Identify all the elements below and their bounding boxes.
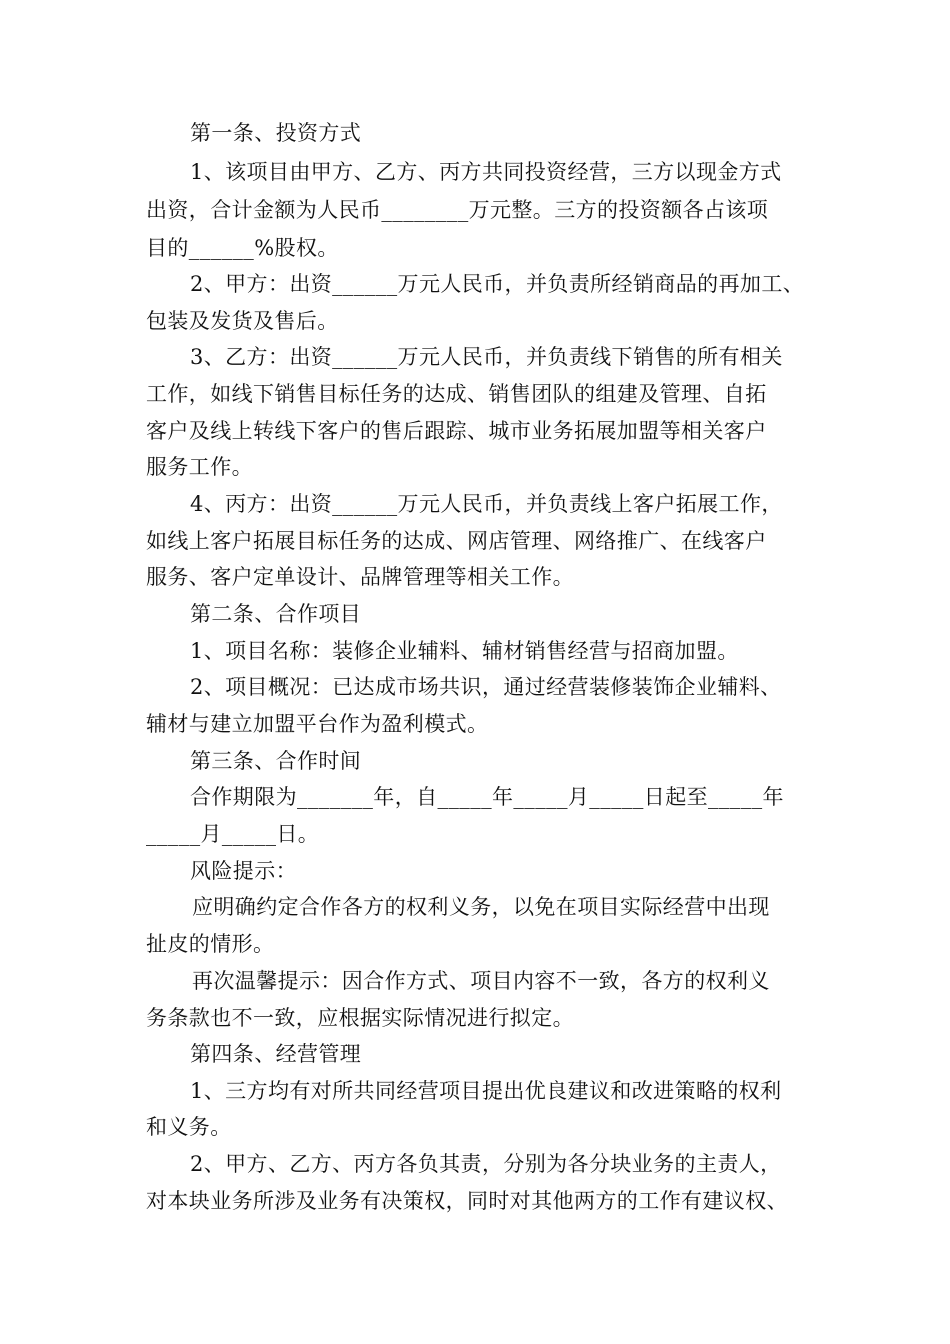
paragraph-line: 应明确约定合作各方的权利义务，以免在项目实际经营中出现: [192, 895, 770, 919]
article-1-heading: 第一条、投资方式: [190, 121, 362, 145]
paragraph-line: 扯皮的情形。: [146, 932, 275, 956]
paragraph-line: 2、甲方、乙方、丙方各负其责，分别为各分块业务的主责人，: [190, 1152, 782, 1176]
article-3-heading: 第三条、合作时间: [190, 749, 362, 773]
paragraph-line: 3、乙方：出资______万元人民币，并负责线下销售的所有相关: [190, 345, 783, 369]
paragraph-line: 目的______%股权。: [146, 236, 339, 260]
paragraph-line: 1、项目名称：装修企业辅料、辅材销售经营与招商加盟。: [190, 639, 739, 663]
paragraph-line: 1、该项目由甲方、乙方、丙方共同投资经营，三方以现金方式: [190, 160, 782, 184]
paragraph-line: 2、甲方：出资______万元人民币，并负责所经销商品的再加工、: [190, 272, 805, 296]
paragraph-line: 服务、客户定单设计、品牌管理等相关工作。: [146, 565, 574, 589]
paragraph-line: 包装及发货及售后。: [146, 309, 339, 333]
article-4-heading: 第四条、经营管理: [190, 1042, 362, 1066]
paragraph-line: 客户及线上转线下客户的售后跟踪、城市业务拓展加盟等相关客户: [146, 419, 767, 443]
paragraph-line: 工作，如线下销售目标任务的达成、销售团队的组建及管理、自拓: [146, 382, 767, 406]
paragraph-line: _____月_____日。: [146, 822, 320, 846]
paragraph-line: 4、丙方：出资______万元人民币，并负责线上客户拓展工作，: [190, 492, 783, 516]
paragraph-line: 务条款也不一致，应根据实际情况进行拟定。: [146, 1006, 574, 1030]
paragraph-line: 如线上客户拓展目标任务的达成、网店管理、网络推广、在线客户: [146, 529, 767, 553]
paragraph-line: 出资，合计金额为人民币________万元整。三方的投资额各占该项: [146, 198, 769, 222]
paragraph-line: 2、项目概况：已达成市场共识，通过经营装修装饰企业辅料、: [190, 675, 782, 699]
paragraph-line: 1、三方均有对所共同经营项目提出优良建议和改进策略的权利: [190, 1079, 782, 1103]
paragraph-line: 对本块业务所涉及业务有决策权，同时对其他两方的工作有建议权、: [146, 1189, 788, 1213]
paragraph-line: 辅材与建立加盟平台作为盈利模式。: [146, 712, 489, 736]
paragraph-line: 服务工作。: [146, 455, 253, 479]
risk-tip-heading: 风险提示：: [190, 859, 297, 883]
paragraph-line: 再次温馨提示：因合作方式、项目内容不一致，各方的权利义: [192, 969, 770, 993]
paragraph-line: 合作期限为_______年，自_____年_____月_____日起至_____年: [190, 785, 784, 809]
paragraph-line: 和义务。: [146, 1115, 232, 1139]
article-2-heading: 第二条、合作项目: [190, 602, 362, 626]
